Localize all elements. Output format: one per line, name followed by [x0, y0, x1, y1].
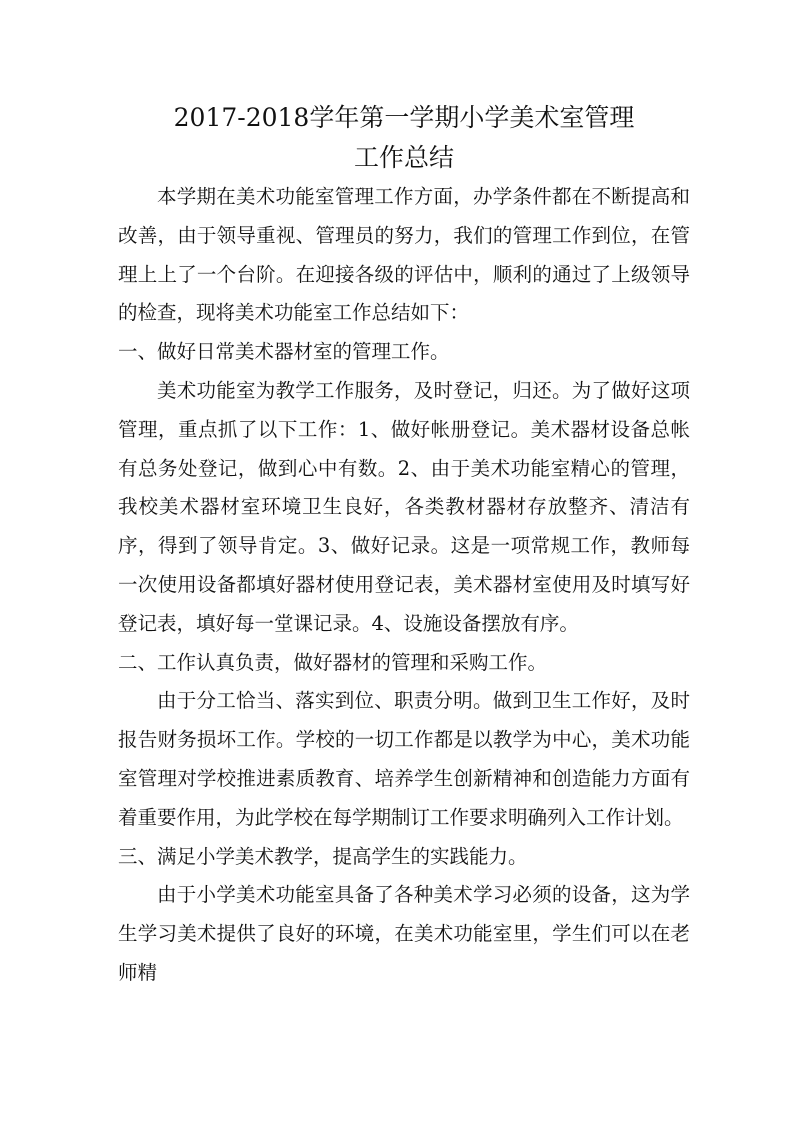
section1-heading: 一、做好日常美术器材室的管理工作。 [118, 340, 450, 364]
section2-paragraph: 由于分工恰当、落实到位、职责分明。做到卫生工作好，及时报告财务损坏工作。学校的一切工作都是以教学为中心，美术功能室管理对学校推进素质教育、培养学生创新精神和创造能力方面有着重要作用，为此学校在每学期制订工作要求明确列入工作计划。 [118, 689, 690, 829]
document-title-line2: 工作总结 [353, 143, 454, 172]
section3-heading: 三、满足小学美术教学，提高学生的实践能力。 [118, 844, 528, 868]
section1-paragraph: 美术功能室为教学工作服务，及时登记，归还。为了做好这项管理，重点抓了以下工作：1、做好帐册登记。美术器材设备总帐有总务处登记，做到心中有数。2、由于美术功能室精心的管理，我校美术器材室环境卫生良好，各类教材器材存放整齐、清洁有序，得到了领导肯定。3、做好记录。这是一项常规工作，教师每一次使用设备都填好器材使用登记表，美术器材室使用及时填写好登记表，填好每一堂课记录。4、设施设备摆放有序。 [118, 378, 690, 635]
intro-paragraph: 本学期在美术功能室管理工作方面，办学条件都在不断提高和改善，由于领导重视、管理员的努力，我们的管理工作到位，在管理上上了一个台阶。在迎接各级的评估中，顺利的通过了上级领导的检查，现将美术功能室工作总结如下： [118, 185, 690, 325]
section3-paragraph: 由于小学美术功能室具备了各种美术学习必须的设备，这为学生学习美术提供了良好的环境，在美术功能室里，学生们可以在老师精 [118, 883, 690, 984]
section2-heading: 二、工作认真负责，做好器材的管理和采购工作。 [118, 650, 548, 674]
document-title-line1: 2017-2018学年第一学期小学美术室管理 [173, 103, 635, 132]
